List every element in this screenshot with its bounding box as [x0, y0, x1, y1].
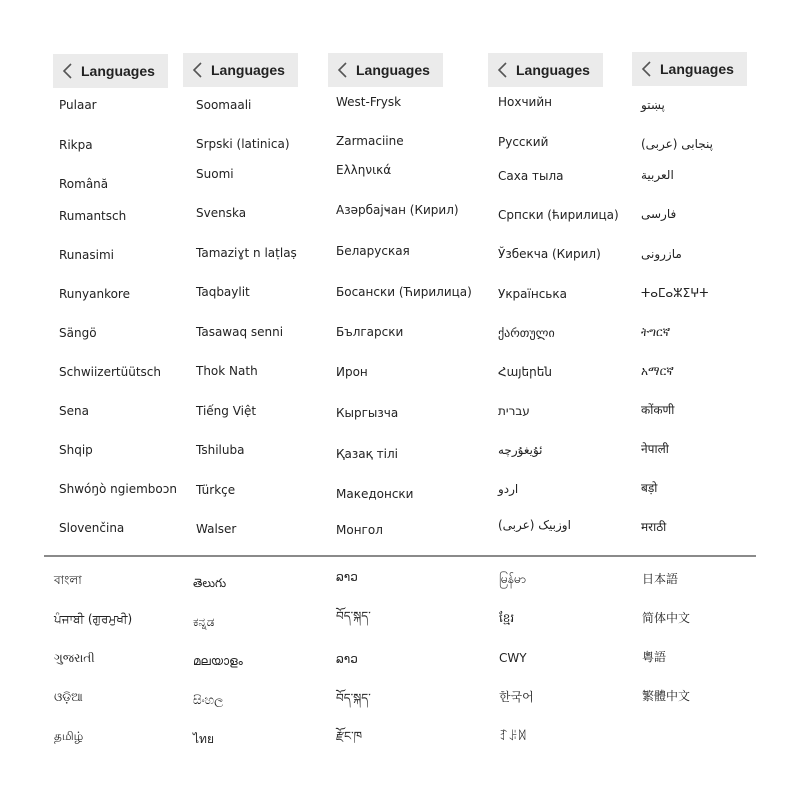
language-item[interactable]: Ирон [336, 365, 368, 379]
language-item[interactable]: नेपाली [641, 442, 669, 456]
language-item[interactable]: ଓଡ଼ିଆ [54, 690, 83, 704]
header-back-button-4[interactable] [488, 53, 603, 87]
language-item[interactable]: አማርኛ [641, 364, 674, 378]
language-item[interactable]: বাংলা [54, 573, 82, 587]
language-item[interactable]: සිංහල [193, 693, 224, 707]
language-item[interactable]: ქართული [498, 326, 555, 340]
header-title: Languages [211, 62, 285, 78]
language-item[interactable]: West-Frysk [336, 95, 402, 109]
language-item[interactable]: ລາວ [336, 652, 358, 666]
language-item[interactable]: བོད་སྐད་ [336, 609, 371, 623]
language-item[interactable]: 繁體中文 [642, 689, 691, 703]
language-item[interactable]: Runyankore [59, 287, 130, 301]
language-item[interactable]: कोंकणी [641, 403, 675, 417]
language-item[interactable]: Slovenčina [59, 521, 125, 535]
language-item[interactable]: മലയാളം [193, 654, 243, 668]
language-item[interactable]: Српски (ћирилица) [498, 208, 619, 222]
language-item[interactable]: ⵜⴰⵎⴰⵣⵉⵖⵜ [641, 286, 709, 300]
header-title: Languages [81, 63, 155, 79]
language-item[interactable]: Walser [196, 522, 237, 536]
language-item[interactable]: ไทย [193, 732, 214, 746]
language-item[interactable]: Кыргызча [336, 406, 399, 420]
language-item[interactable]: CWY [499, 651, 527, 665]
header-back-button-2[interactable] [183, 53, 298, 87]
language-item[interactable]: བོད་སྐད་ [336, 691, 371, 705]
language-item[interactable]: ខ្មែរ [499, 611, 515, 625]
header-title: Languages [356, 62, 430, 78]
language-item[interactable]: Հայերեն [498, 365, 552, 379]
language-item[interactable]: Ελληνικά [336, 163, 392, 177]
language-item[interactable]: Ўзбекча (Кирил) [498, 247, 601, 261]
language-item[interactable]: Sena [59, 404, 89, 418]
language-item[interactable]: ትግርኛ [641, 325, 671, 339]
language-item[interactable]: Македонски [336, 487, 414, 501]
language-item[interactable]: Tiếng Việt [196, 404, 257, 418]
language-item[interactable]: Нохчийн [498, 95, 552, 109]
language-item[interactable]: Runasimi [59, 248, 114, 262]
language-item[interactable]: Taqbaylit [196, 285, 250, 299]
language-item[interactable]: العربية [641, 168, 674, 182]
header-back-button-1[interactable] [53, 54, 168, 88]
language-item[interactable]: ລາວ [336, 570, 358, 584]
language-item[interactable]: बड़ो [641, 481, 658, 495]
language-item[interactable]: Rumantsch [59, 209, 127, 223]
chevron-left-icon [333, 60, 353, 80]
language-item[interactable]: Schwiizertüütsch [59, 365, 161, 379]
language-item[interactable]: Rikpa [59, 138, 93, 152]
language-item[interactable]: मराठी [641, 520, 667, 534]
language-item[interactable]: اوزبیک (عربی) [498, 518, 571, 532]
header-back-button-3[interactable] [328, 53, 443, 87]
language-item[interactable]: Tasawaq senni [196, 325, 284, 339]
language-item[interactable]: 한국어 [499, 690, 534, 704]
header-title: Languages [516, 62, 590, 78]
chevron-left-icon [637, 59, 657, 79]
language-item[interactable]: עברית [498, 404, 530, 418]
language-item[interactable]: Shwóŋò ngiemboɔn [59, 482, 177, 496]
language-item[interactable]: Shqip [59, 443, 93, 457]
language-item[interactable]: Thok Nath [196, 364, 258, 378]
language-item[interactable]: Монгол [336, 523, 383, 537]
chevron-left-icon [188, 60, 208, 80]
language-item[interactable]: مازرونی [641, 247, 682, 261]
language-item[interactable]: 粵語 [642, 650, 667, 664]
language-item[interactable]: اردو [498, 482, 519, 496]
language-item[interactable]: မြန်မာ [499, 572, 526, 586]
language-item[interactable]: Tshiluba [196, 443, 245, 457]
language-item[interactable]: ئۇيغۇرچە [498, 443, 543, 457]
language-item[interactable]: Română [59, 177, 109, 191]
language-item[interactable]: རྫོང་ཁ [336, 729, 363, 743]
header-title: Languages [660, 61, 734, 77]
language-item[interactable]: தமிழ் [54, 729, 84, 743]
language-item[interactable]: 日本語 [642, 572, 679, 586]
language-item[interactable]: 简体中文 [642, 611, 691, 625]
language-item[interactable]: Pulaar [59, 98, 97, 112]
header-back-button-5[interactable] [632, 52, 747, 86]
language-item[interactable]: Босански (Ћирилица) [336, 285, 472, 299]
language-item[interactable]: ꆈꌠꉙ [499, 729, 528, 743]
chevron-left-icon [493, 60, 513, 80]
language-item[interactable]: Български [336, 325, 404, 339]
language-item[interactable]: తెలుగు [193, 576, 227, 590]
language-item[interactable]: پنجابی (عربی) [641, 137, 714, 151]
language-item[interactable]: فارسی [641, 207, 677, 221]
language-item[interactable]: پښتو [641, 98, 665, 112]
language-item[interactable]: Русский [498, 135, 549, 149]
language-item[interactable]: Саха тыла [498, 169, 564, 183]
language-item[interactable]: Українська [498, 287, 567, 301]
language-item[interactable]: Қазақ тілі [336, 447, 398, 461]
language-item[interactable]: Suomi [196, 167, 234, 181]
language-item[interactable]: Tamaziɣt n laṭlaṣ [196, 246, 297, 260]
language-item[interactable]: Svenska [196, 206, 247, 220]
language-item[interactable]: Sängö [59, 326, 97, 340]
language-item[interactable]: ગુજરાતી [54, 651, 95, 665]
language-item[interactable]: Азәрбајҹан (Кирил) [336, 203, 459, 217]
chevron-left-icon [58, 61, 78, 81]
language-item[interactable]: ਪੰਜਾਬੀ (ਗੁਰਮੁਖੀ) [54, 612, 133, 626]
language-item[interactable]: Беларуская [336, 244, 410, 258]
language-item[interactable]: Zarmaciine [336, 134, 404, 148]
language-item[interactable]: Srpski (latinica) [196, 137, 290, 151]
section-divider [44, 555, 756, 557]
language-item[interactable]: ಕನ್ನಡ [193, 615, 215, 629]
language-item[interactable]: Türkçe [196, 483, 236, 497]
language-item[interactable]: Soomaali [196, 98, 252, 112]
